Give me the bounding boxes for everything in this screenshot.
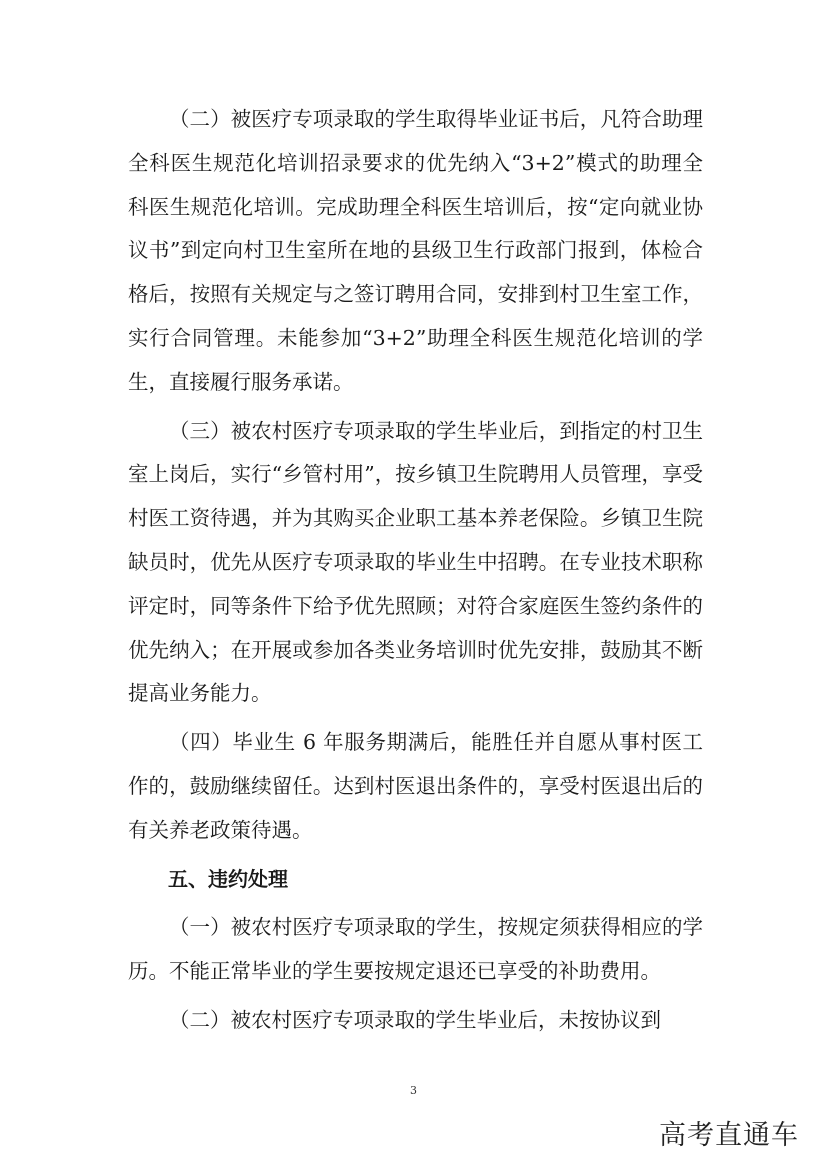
- page-number: 3: [410, 1084, 417, 1097]
- paragraph-violation-2: （二）被农村医疗专项录取的学生毕业后，未按协议到: [169, 1007, 661, 1032]
- section-heading: 五、违约处理: [168, 866, 288, 891]
- watermark: 高考直通车: [659, 1120, 799, 1151]
- paragraph-4: （四）毕业生 6 年服务期满后，能胜任并自愿从事村医工作的，鼓励继续留任。达到村医退出条件的，享受村医退出后的有关养老政策待遇。: [128, 730, 703, 842]
- paragraph-2: （二）被医疗专项录取的学生取得毕业证书后，凡符合助理全科医生规范化培训招录要求的优先纳入“3+2”模式的助理全科医生规范化培训。完成助理全科医生培训后，按“定向就业协议书”到定向村卫生室所在地的县级卫生行政部门报到，体检合格后，按照有关规定与之签订聘用合同，安排到村卫生室工作，实行合同管理。未能参加“3+2”助理全科医生规范化培训的学生，直接履行服务承诺。: [128, 107, 703, 394]
- paragraph-violation-1: （一）被农村医疗专项录取的学生，按规定须获得相应的学历。不能正常毕业的学生要按规定退还已享受的补助费用。: [128, 915, 703, 984]
- paragraph-3: （三）被农村医疗专项录取的学生毕业后，到指定的村卫生室上岗后，实行“乡管村用”，按乡镇卫生院聘用人员管理，享受村医工资待遇，并为其购买企业职工基本养老保险。乡镇卫生院缺员时，优先从医疗专项录取的毕业生中招聘。在专业技术职称评定时，同等条件下给予优先照顾；对符合家庭医生签约条件的优先纳入；在开展或参加各类业务培训时优先安排，鼓励其不断提高业务能力。: [128, 418, 703, 706]
- document-body: [128, 98, 703, 1043]
